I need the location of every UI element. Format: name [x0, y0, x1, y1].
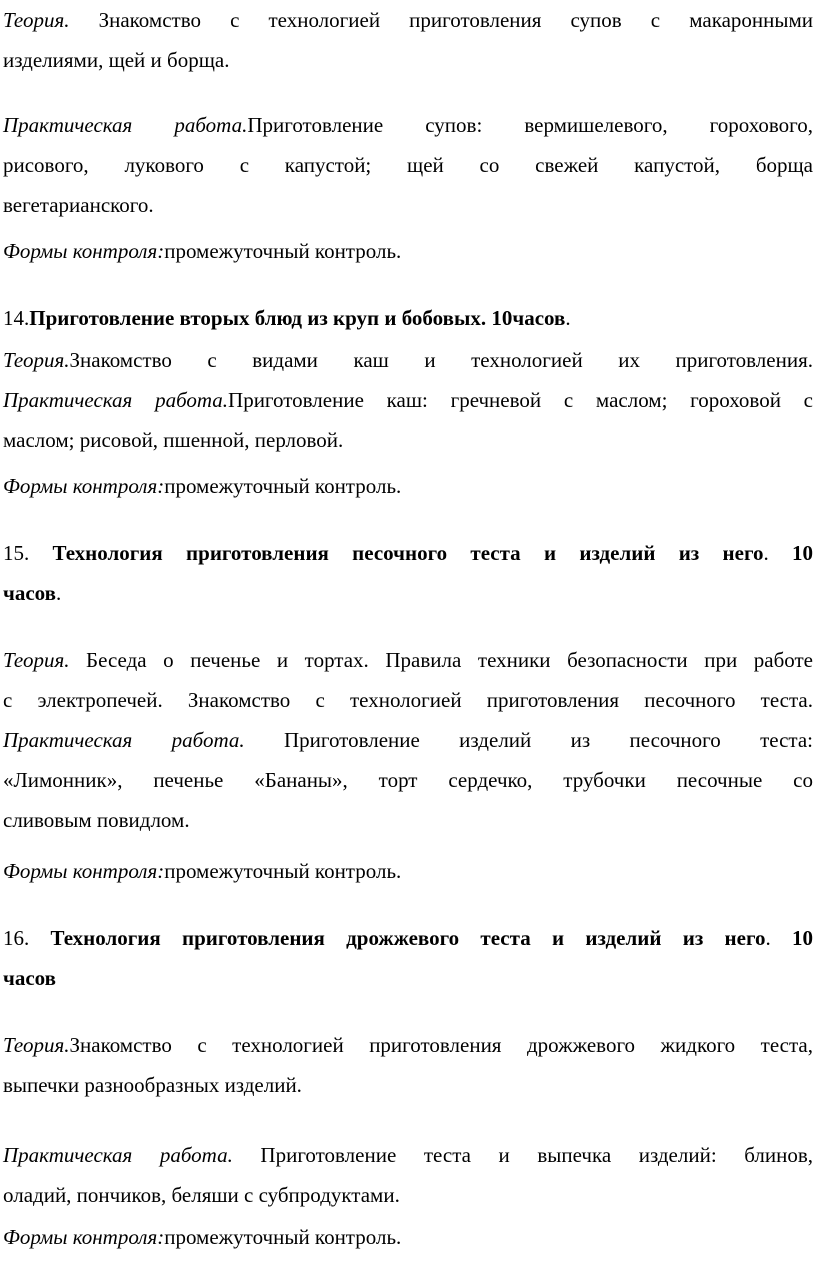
control-value: промежуточный контроль.	[164, 859, 402, 883]
s14-heading	[3, 298, 813, 338]
s15-control-line	[3, 851, 813, 891]
s16-control-line	[3, 1217, 813, 1257]
s14-control-paragraph	[3, 466, 813, 506]
s15-practice-line-1	[3, 720, 813, 760]
s13-control-line	[3, 231, 813, 271]
s15-practice-text-2: «Лимонник», печенье «Бананы», торт сердечко, трубочки песочные со	[3, 768, 813, 792]
s15-theory-text-2: с электропечей. Знакомство с технологией приготовления песочного теста.	[3, 688, 813, 712]
s15-theory-line-1	[3, 640, 813, 680]
s16-heading	[3, 918, 813, 998]
practice-label: Практическая работа.	[3, 388, 229, 412]
s15-title-hours: 10	[792, 541, 814, 565]
s13-theory-text-1: Знакомство с технологией приготовления супов с макаронными	[98, 8, 814, 32]
s15-body-paragraph	[3, 640, 813, 840]
s14-title-end: .	[565, 306, 571, 330]
theory-label: Теория.	[3, 1033, 70, 1057]
s16-control-paragraph	[3, 1217, 813, 1257]
s16-heading-line-2	[3, 958, 813, 998]
control-label: Формы контроля:	[3, 859, 165, 883]
s16-title-1: Технология приготовления дрожжевого теста и изделий из него	[50, 926, 766, 950]
s13-theory-line-1	[3, 0, 813, 40]
s13-practice-paragraph	[3, 105, 813, 225]
s14-body-paragraph	[3, 340, 813, 460]
s15-control-paragraph	[3, 851, 813, 891]
s15-title-sep: .	[763, 541, 793, 565]
s13-theory-paragraph	[3, 0, 813, 80]
s14-practice-line-1	[3, 380, 813, 420]
s16-theory-line-1	[3, 1025, 813, 1065]
s16-number: 16.	[3, 926, 51, 950]
s15-title-2: часов	[3, 581, 56, 605]
s16-title-sep: .	[765, 926, 793, 950]
practice-label: Практическая работа.	[3, 113, 248, 137]
control-label: Формы контроля:	[3, 474, 165, 498]
s16-theory-paragraph	[3, 1025, 813, 1105]
s16-title-hours: 10	[792, 926, 814, 950]
s16-heading-line-1	[3, 918, 813, 958]
s13-control-paragraph	[3, 231, 813, 271]
control-label: Формы контроля:	[3, 1225, 165, 1249]
s15-heading	[3, 533, 813, 613]
s15-heading-line-1	[3, 533, 813, 573]
s14-control-line	[3, 466, 813, 506]
s13-theory-text-2: изделиями, щей и борща.	[3, 48, 230, 72]
s15-practice-text-1: Приготовление изделий из песочного теста:	[244, 728, 814, 752]
s14-title: Приготовление вторых блюд из круп и бобовых. 10часов	[29, 306, 566, 330]
s16-practice-paragraph	[3, 1135, 813, 1215]
s15-practice-text-3: сливовым повидлом.	[3, 808, 190, 832]
theory-label: Теория.	[3, 648, 70, 672]
s13-practice-line-1	[3, 105, 813, 145]
s15-number: 15.	[3, 541, 53, 565]
s14-heading-line	[3, 298, 813, 338]
s14-practice-text-1: Приготовление каш: гречневой с маслом; гороховой с	[228, 388, 813, 412]
control-label: Формы контроля:	[3, 239, 165, 263]
s16-title-2: часов	[3, 966, 56, 990]
control-value: промежуточный контроль.	[164, 474, 402, 498]
s14-theory-text: Знакомство с видами каш и технологией их приготовления.	[69, 348, 813, 372]
control-value: промежуточный контроль.	[164, 1225, 402, 1249]
s15-title-end: .	[55, 581, 62, 605]
s14-practice-text-2: маслом; рисовой, пшенной, перловой.	[3, 428, 344, 452]
s16-theory-text-2: выпечки разнообразных изделий.	[3, 1073, 302, 1097]
s13-practice-text-3: вегетарианского.	[3, 193, 154, 217]
s16-theory-text-1: Знакомство с технологией приготовления дрожжевого жидкого теста,	[69, 1033, 813, 1057]
s13-practice-text-1: Приготовление супов: вермишелевого, горохового,	[247, 113, 814, 137]
control-value: промежуточный контроль.	[164, 239, 402, 263]
s14-theory-line	[3, 340, 813, 380]
s15-theory-text-1: Беседа о печенье и тортах. Правила техники безопасности при работе	[69, 648, 813, 672]
s15-heading-line-2	[3, 573, 813, 613]
practice-label: Практическая работа.	[3, 728, 245, 752]
s16-practice-line-1	[3, 1135, 813, 1175]
s14-number: 14.	[3, 306, 30, 330]
s16-practice-text-2: оладий, пончиков, беляши с субпродуктами.	[3, 1183, 400, 1207]
theory-label: Теория.	[3, 348, 70, 372]
s13-practice-text-2: рисового, лукового с капустой; щей со свежей капустой, борща	[3, 153, 813, 177]
theory-label: Теория.	[3, 8, 70, 32]
s15-title-1: Технология приготовления песочного теста и изделий из него	[52, 541, 764, 565]
practice-label: Практическая работа.	[3, 1143, 233, 1167]
s16-practice-text-1: Приготовление теста и выпечка изделий: блинов,	[232, 1143, 814, 1167]
